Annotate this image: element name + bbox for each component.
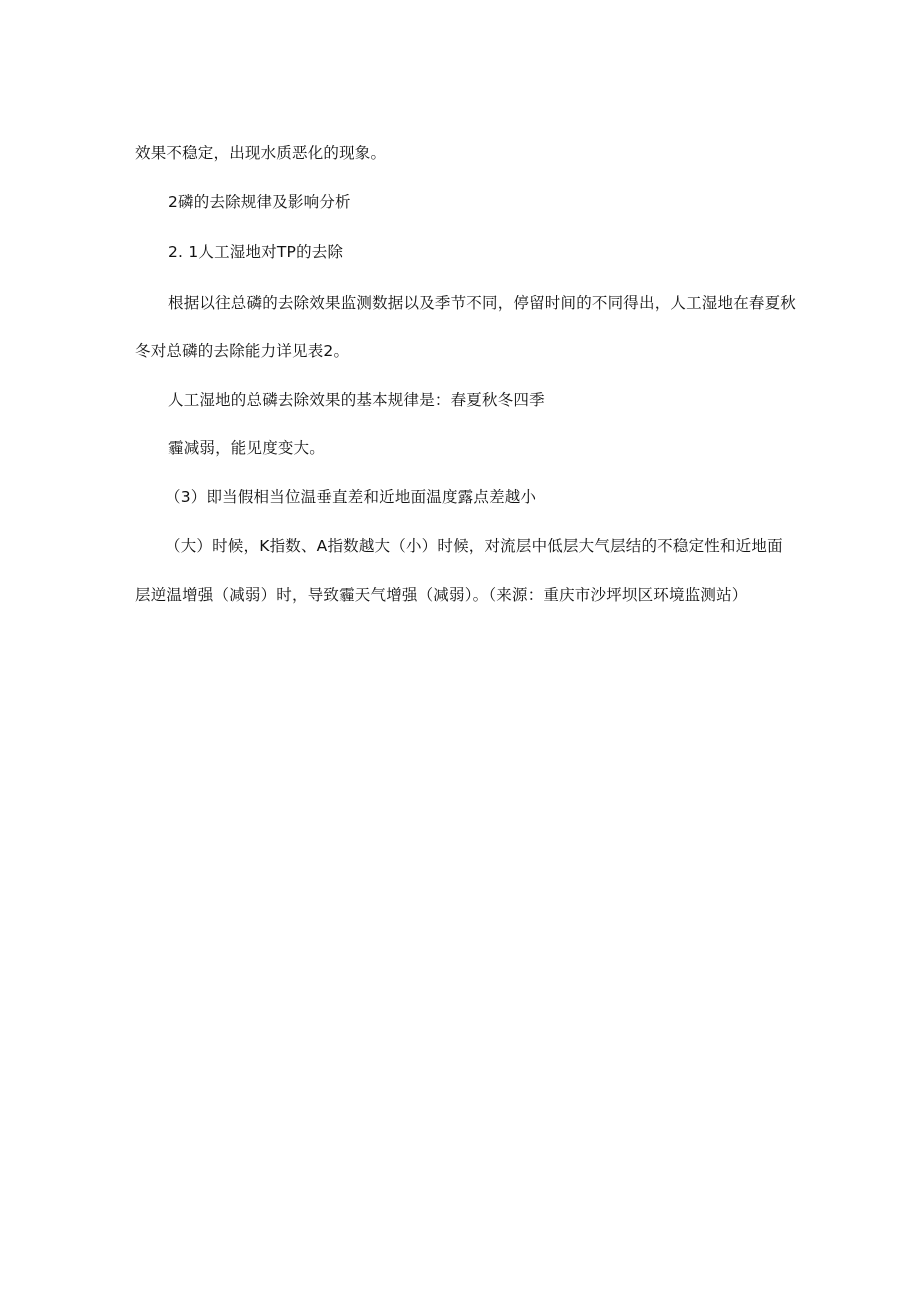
paragraph-line: （大）时候，K指数、A指数越大（小）时候，对流层中低层大气层结的不稳定性和近地面 <box>165 537 783 555</box>
paragraph-line: （3）即当假相当位温垂直差和近地面温度露点差越小 <box>165 488 537 506</box>
section-heading: 2磷的去除规律及影响分析 <box>168 193 351 211</box>
paragraph-line: 根据以往总磷的去除效果监测数据以及季节不同，停留时间的不同得出，人工湿地在春夏秋 <box>168 294 797 312</box>
subsection-heading: 2. 1人工湿地对TP的去除 <box>168 243 344 261</box>
paragraph-line: 人工湿地的总磷去除效果的基本规律是：春夏秋冬四季 <box>168 391 545 409</box>
paragraph-line-source: 层逆温增强（减弱）时，导致霾天气增强（减弱）。（来源：重庆市沙坪坝区环境监测站） <box>135 586 748 604</box>
text-line-continuation: 效果不稳定，出现水质恶化的现象。 <box>135 144 387 162</box>
paragraph-line: 冬对总磷的去除能力详见表2。 <box>135 342 350 360</box>
paragraph-line: 霾减弱，能见度变大。 <box>168 439 326 457</box>
